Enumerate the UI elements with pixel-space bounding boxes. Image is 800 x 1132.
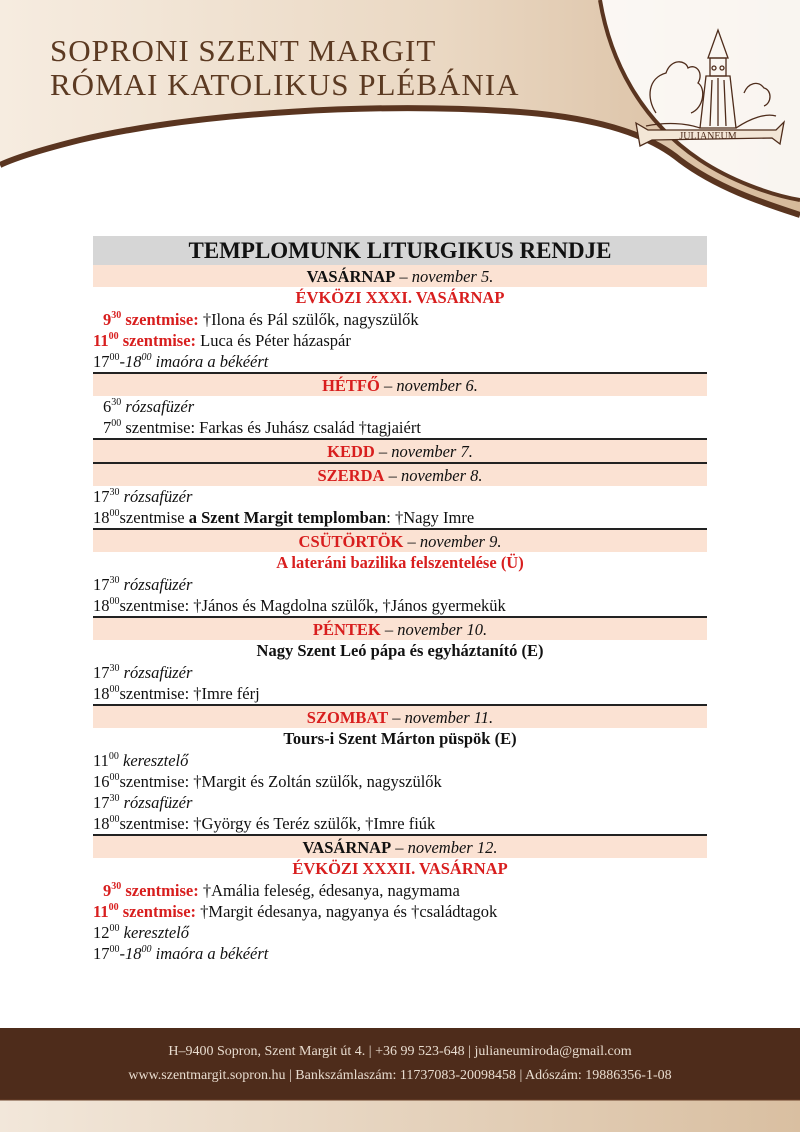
entry-time: $7^{00}$ <box>103 418 122 437</box>
schedule-entry <box>93 792 707 813</box>
entry-text: : †Nagy Imre <box>386 508 475 527</box>
entry-time: $17^{30}$ <box>93 663 120 682</box>
entry-time: $18^{00}$ <box>93 596 120 615</box>
entry-text: szentmise: †Margit és Zoltán szülők, nagyszülők <box>119 772 442 791</box>
entry-bold: a Szent Margit templomban <box>188 508 387 527</box>
entry-time: $12^{00}$ <box>93 923 120 942</box>
parish-title <box>50 34 520 102</box>
entry-time: $9^{30}$ <box>103 310 122 329</box>
entry-time: $18^{00}$ <box>93 814 120 833</box>
schedule-entry <box>93 574 707 595</box>
entry-text: Luca és Péter házaspár <box>200 331 351 350</box>
schedule-entry <box>93 417 707 438</box>
parish-title-line1: SOPRONI SZENT MARGIT <box>50 33 437 68</box>
day-header-wednesday <box>93 462 707 486</box>
entry-text: †Amália feleség, édesanya, nagymama <box>202 881 460 900</box>
entry-time: $17^{30}$ <box>93 575 120 594</box>
feast-title: A lateráni bazilika felszentelése (Ü) <box>276 553 524 572</box>
schedule-entry <box>93 683 707 704</box>
day-date: – november 5. <box>399 267 494 286</box>
schedule-entry <box>93 330 707 351</box>
entry-time: $11^{00}$ <box>93 331 119 350</box>
entry-text: rózsafüzér <box>123 487 193 506</box>
feast-title: Nagy Szent Leó pápa és egyháztanító (E) <box>256 641 544 660</box>
schedule-entry <box>93 309 707 330</box>
entry-text: rózsafüzér <box>123 575 193 594</box>
entry-label: szentmise: <box>125 881 199 900</box>
entry-text: imaóra a békéért <box>155 944 269 963</box>
entry-text: szentmise: †Imre férj <box>119 684 260 703</box>
logo-text: JULIANEUM <box>679 131 737 142</box>
schedule-entry <box>93 662 707 683</box>
day-header-monday <box>93 372 707 396</box>
header-banner <box>0 0 800 230</box>
entry-label: szentmise: <box>122 902 197 921</box>
schedule-entry <box>93 595 707 616</box>
entry-text: szentmise: Farkas és Juhász család †tagjaiért <box>125 418 421 437</box>
schedule-entry <box>93 486 707 507</box>
entry-time: $6^{30}$ <box>103 397 122 416</box>
schedule-entry <box>93 351 707 372</box>
schedule-entry <box>93 943 707 964</box>
day-name: KEDD <box>327 442 375 461</box>
entry-time: $17^{30}$ <box>93 487 120 506</box>
entry-text: keresztelő <box>123 923 189 942</box>
footer <box>0 1028 800 1132</box>
bell-tower-logo-icon <box>626 18 790 158</box>
entry-time: $18^{00}$ <box>93 684 120 703</box>
footer-contact: H–9400 Sopron, Szent Margit út 4. | +36 99 523-648 | julianeumiroda@gmail.com <box>168 1044 632 1059</box>
entry-text: rózsafüzér <box>123 663 193 682</box>
entry-time: $16^{00}$ <box>93 772 120 791</box>
day-header-tuesday <box>93 438 707 462</box>
day-name: SZERDA <box>317 466 385 485</box>
entry-label: szentmise: <box>122 331 197 350</box>
entry-label: szentmise: <box>125 310 199 329</box>
entry-text: szentmise: †György és Teréz szülők, †Imre fiúk <box>119 814 436 833</box>
day-header-saturday <box>93 704 707 728</box>
schedule-entry <box>93 771 707 792</box>
schedule-entry <box>93 507 707 528</box>
day-name: VASÁRNAP <box>306 267 396 286</box>
day-date: – november 8. <box>388 466 483 485</box>
parish-title-line2: RÓMAI KATOLIKUS PLÉBÁNIA <box>50 67 520 102</box>
schedule-entry <box>93 880 707 901</box>
entry-text: rózsafüzér <box>123 793 193 812</box>
schedule-entry <box>93 750 707 771</box>
entry-text: keresztelő <box>123 751 189 770</box>
entry-text: rózsafüzér <box>125 397 195 416</box>
entry-time: $17^{30}$ <box>93 793 120 812</box>
footer-gradient <box>0 1092 800 1132</box>
entry-text: †Ilona és Pál szülők, nagyszülők <box>202 310 419 329</box>
entry-time: $17^{00}-18^{00}$ <box>93 352 152 371</box>
feast-title: ÉVKÖZI XXXI. VASÁRNAP <box>295 288 505 307</box>
day-name: SZOMBAT <box>306 708 389 727</box>
entry-text: imaóra a békéért <box>155 352 269 371</box>
day-header-sunday-1 <box>93 265 707 287</box>
day-date: – november 6. <box>383 376 478 395</box>
day-name: HÉTFŐ <box>322 376 380 395</box>
entry-time: $17^{00}-18^{00}$ <box>93 944 152 963</box>
day-header-thursday <box>93 528 707 552</box>
feast-title: Tours-i Szent Márton püspök (E) <box>283 729 517 748</box>
day-header-friday <box>93 616 707 640</box>
day-header-sunday-2 <box>93 834 707 858</box>
schedule-entry <box>93 901 707 922</box>
day-date: – november 9. <box>407 532 502 551</box>
entry-time: $9^{30}$ <box>103 881 122 900</box>
entry-prefix: szentmise <box>119 508 185 527</box>
julianeum-logo <box>626 18 790 158</box>
schedule-entry <box>93 922 707 943</box>
schedule-entry <box>93 396 707 417</box>
day-date: – november 11. <box>392 708 494 727</box>
day-name: VASÁRNAP <box>302 838 392 857</box>
entry-time: $18^{00}$ <box>93 508 120 527</box>
day-name: PÉNTEK <box>312 620 381 639</box>
footer-bank: www.szentmargit.sopron.hu | Bankszámlaszám: 11737083-20098458 | Adószám: 19886356-1-08 <box>128 1068 672 1083</box>
entry-text: †Margit édesanya, nagyanya és †családtagok <box>200 902 498 921</box>
entry-time: $11^{00}$ <box>93 902 119 921</box>
liturgy-schedule <box>93 236 707 964</box>
day-date: – november 7. <box>378 442 473 461</box>
entry-text: szentmise: †János és Magdolna szülők, †János gyermekük <box>119 596 506 615</box>
day-date: – november 12. <box>395 838 498 857</box>
entry-time: $11^{00}$ <box>93 751 119 770</box>
day-date: – november 10. <box>384 620 488 639</box>
schedule-entry <box>93 813 707 834</box>
schedule-title: TEMPLOMUNK LITURGIKUS RENDJE <box>93 236 707 265</box>
feast-title: ÉVKÖZI XXXII. VASÁRNAP <box>292 859 508 878</box>
day-name: CSÜTÖRTÖK <box>298 532 404 551</box>
